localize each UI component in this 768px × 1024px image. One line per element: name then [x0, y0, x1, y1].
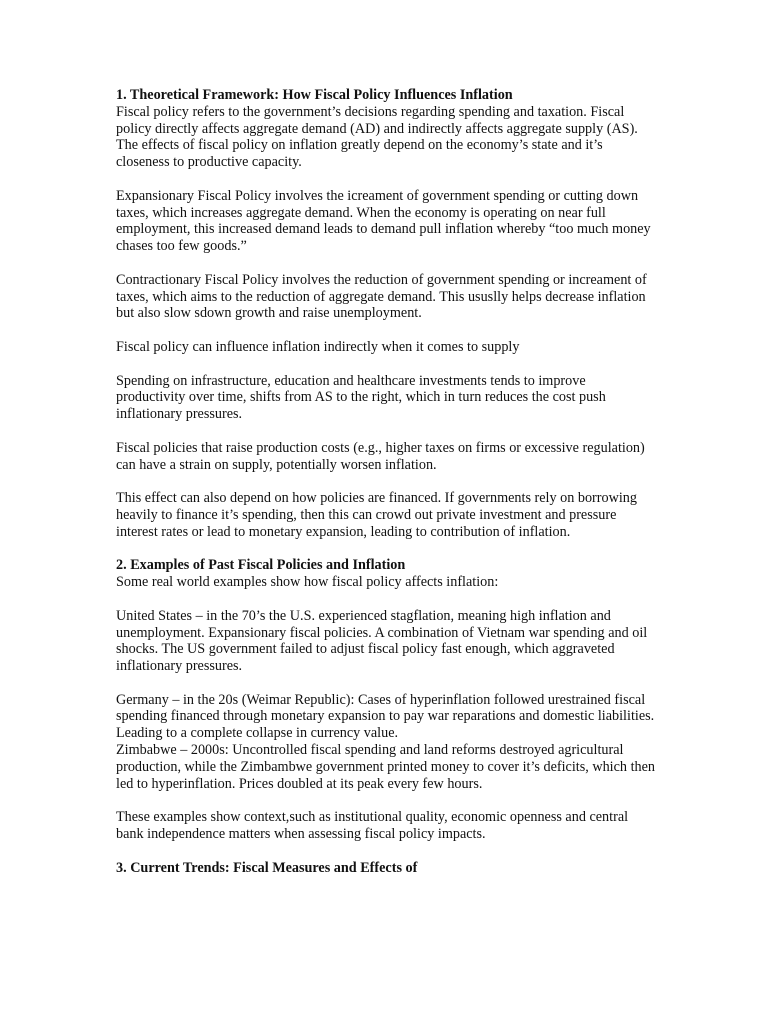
- section-2-heading: 2. Examples of Past Fiscal Policies and Inflation: [116, 557, 406, 574]
- section-1-heading: 1. Theoretical Framework: How Fiscal Policy Influences Inflation: [116, 87, 513, 103]
- paragraph-conclusion: These examples show context,such as institutional quality, economic openness and central bank independence matters when assessing fiscal policy impacts.: [116, 809, 629, 843]
- paragraph-germany: Germany – in the 20s (Weimar Republic): Cases of hyperinflation followed urestrained fiscal spending financed through monetary expansion to pay war reparations and domestic liabilities. Leading to a complete collapse in currency value.: [116, 691, 655, 742]
- paragraph-expansionary: Expansionary Fiscal Policy involves the icreament of government spending or cutting down taxes, which increases aggregate demand. When the economy is operating on near full employment, this increased demand leads to demand pull inflation whereby “too much money chases too few goods.”: [116, 187, 651, 255]
- section-3-heading: 3. Current Trends: Fiscal Measures and Effects of: [116, 859, 418, 876]
- paragraph-zimbabwe: Zimbabwe – 2000s: Uncontrolled fiscal spending and land reforms destroyed agricultural production, while the Zimbambwe government printed money to cover it’s deficits, which then led to hyperinflation. Prices doubled at its peak every few hours.: [116, 742, 655, 792]
- document-page: [116, 87, 656, 876]
- paragraph-production-costs: Fiscal policies that raise production costs (e.g., higher taxes on firms or excessive regulation) can have a strain on supply, potentially worsen inflation.: [116, 439, 645, 473]
- section-2-intro: Some real world examples show how fiscal policy affects inflation:: [116, 574, 499, 591]
- paragraph-supply: Fiscal policy can influence inflation indirectly when it comes to supply: [116, 338, 520, 355]
- paragraph-financing: This effect can also depend on how policies are financed. If governments rely on borrowing heavily to finance it’s spending, then this can crowd out private investment and pressure interest rates or lead to monetary expansion, leading to contribution of inflation.: [116, 490, 637, 540]
- paragraph-contractionary: Contractionary Fiscal Policy involves the reduction of government spending or increament of taxes, which aims to the reduction of aggregate demand. This ususlly helps decrease inflation but also slow sdown growth and raise unemployment.: [116, 271, 647, 322]
- paragraph-united-states: United States – in the 70’s the U.S. experienced stagflation, meaning high inflation and unemployment. Expansionary fiscal policies. A combination of Vietnam war spending and oil shocks. The US government failed to adjust fiscal policy fast enough, which aggraveted inflationary pressures.: [116, 607, 648, 675]
- paragraph-infrastructure: Spending on infrastructure, education and healthcare investments tends to improve productivity over time, shifts from AS to the right, which in turn reduces the cost push inflationary pressures.: [116, 372, 606, 423]
- section-1-intro: Fiscal policy refers to the government’s decisions regarding spending and taxation. Fiscal policy directly affects aggregate demand (AD) and indirectly affects aggregate supply (AS). The effects of fiscal policy on inflation greatly depend on the economy’s state and it’s closeness to productive capacity.: [116, 103, 638, 171]
